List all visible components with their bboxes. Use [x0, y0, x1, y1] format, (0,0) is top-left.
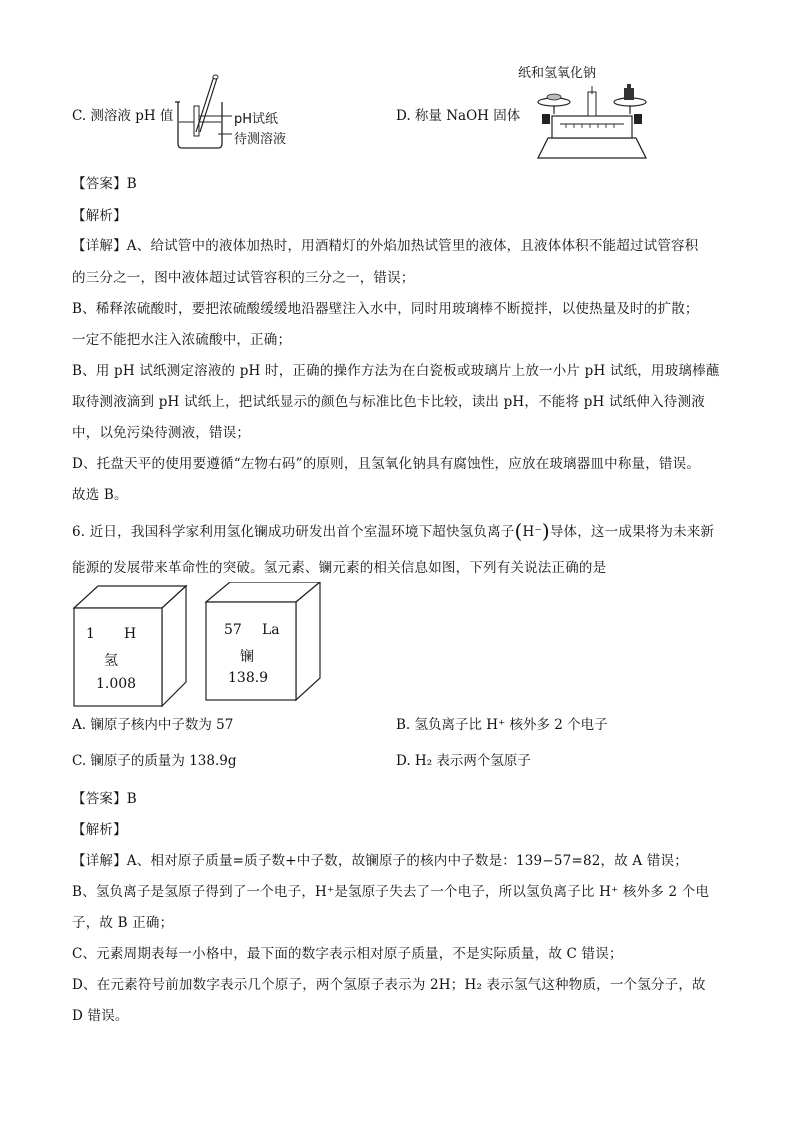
la-mass: 138.9	[228, 670, 269, 686]
q5-answer: 【答案】B	[72, 176, 137, 192]
balance-figure	[532, 80, 652, 162]
explain-line: 【详解】A、给试管中的液体加热时，用酒精灯的外焰加热试管里的液体，且液体体积不能超过试管容积	[72, 238, 699, 254]
explain-line: B、稀释浓硫酸时，要把浓硫酸缓缓地沿器壁注入水中，同时用玻璃棒不断搅拌，以使热量及时的扩散；	[72, 301, 699, 317]
option-c-label: C. 测溶液 pH 值	[72, 108, 174, 124]
explain-line: B、氢负离子是氢原子得到了一个电子，H⁺是氢原子失去了一个电子，所以氢负离子比 H⁺ 核外多 2 个电	[72, 884, 710, 900]
q6-stem-part1: 6. 近日，我国科学家利用氢化镧成功研发出首个室温环境下超快氢负离子	[72, 524, 515, 540]
la-name: 镧	[240, 649, 254, 665]
q5-analysis-title: 【解析】	[72, 208, 127, 224]
explain-line: 中，以免污染待测液，错误；	[72, 425, 251, 441]
la-atomic-number: 57	[224, 622, 242, 638]
hydride-ion: H⁻	[522, 524, 542, 540]
la-symbol: La	[262, 622, 280, 638]
q6-option-c: C. 镧原子的质量为 138.9g	[72, 753, 237, 769]
ph-paper-label: pH试纸	[234, 112, 279, 127]
h-symbol: H	[124, 626, 137, 642]
q6-answer: 【答案】B	[72, 791, 137, 807]
h-name: 氢	[104, 653, 118, 669]
explain-line: 的三分之一，图中液体超过试管容积的三分之一，错误；	[72, 270, 415, 286]
explain-line: D 错误。	[72, 1008, 129, 1024]
q6-stem-part2: 导体，这一成果将为未来新	[549, 524, 715, 540]
explain-line: B、用 pH 试纸测定溶液的 pH 时，正确的操作方法为在白瓷板或玻璃片上放一小片 pH 试纸，用玻璃棒蘸	[72, 363, 720, 379]
q6-analysis-title: 【解析】	[72, 822, 127, 838]
h-atomic-number: 1	[86, 626, 95, 642]
balance-figure-label: 纸和氢氧化钠	[518, 66, 597, 81]
explain-line: 一定不能把水注入浓硫酸中，正确；	[72, 332, 292, 348]
explain-line: D、托盘天平的使用要遵循“左物右码”的原则，且氢氧化钠具有腐蚀性，应放在玻璃器皿中称量，错误。	[72, 456, 701, 472]
explain-line: 取待测液滴到 pH 试纸上，把试纸显示的颜色与标准比色卡比较，读出 pH，不能将 pH 试纸伸入待测液	[72, 394, 705, 410]
option-d-label: D. 称量 NaOH 固体	[396, 108, 521, 124]
h-mass: 1.008	[96, 676, 137, 692]
q6-stem-line1: 6. 近日，我国科学家利用氢化镧成功研发出首个室温环境下超快氢负离子(H⁻)导体，这一成果将为未来新	[72, 519, 715, 543]
q6-option-b: B. 氢负离子比 H⁺ 核外多 2 个电子	[396, 717, 608, 733]
explain-line: D、在元素符号前加数字表示几个原子，两个氢原子表示为 2H；H₂ 表示氢气这种物质，一个氢分子，故	[72, 977, 706, 993]
q6-option-a: A. 镧原子核内中子数为 57	[72, 717, 234, 733]
explain-line: 【详解】A、相对原子质量=质子数+中子数，故镧原子的核内中子数是：139−57=82，故 A 错误；	[72, 853, 688, 869]
explain-line: 故选 B。	[72, 487, 128, 503]
q6-stem-line2: 能源的发展带来革命性的突破。氢元素、镧元素的相关信息如图，下列有关说法正确的是	[72, 560, 607, 576]
solution-label: 待测溶液	[234, 132, 287, 147]
q6-option-d: D. H₂ 表示两个氢原子	[396, 753, 531, 769]
explain-line: C、元素周期表每一小格中，最下面的数字表示相对原子质量，不是实际质量，故 C 错误；	[72, 946, 623, 962]
explain-line: 子，故 B 正确；	[72, 915, 174, 931]
